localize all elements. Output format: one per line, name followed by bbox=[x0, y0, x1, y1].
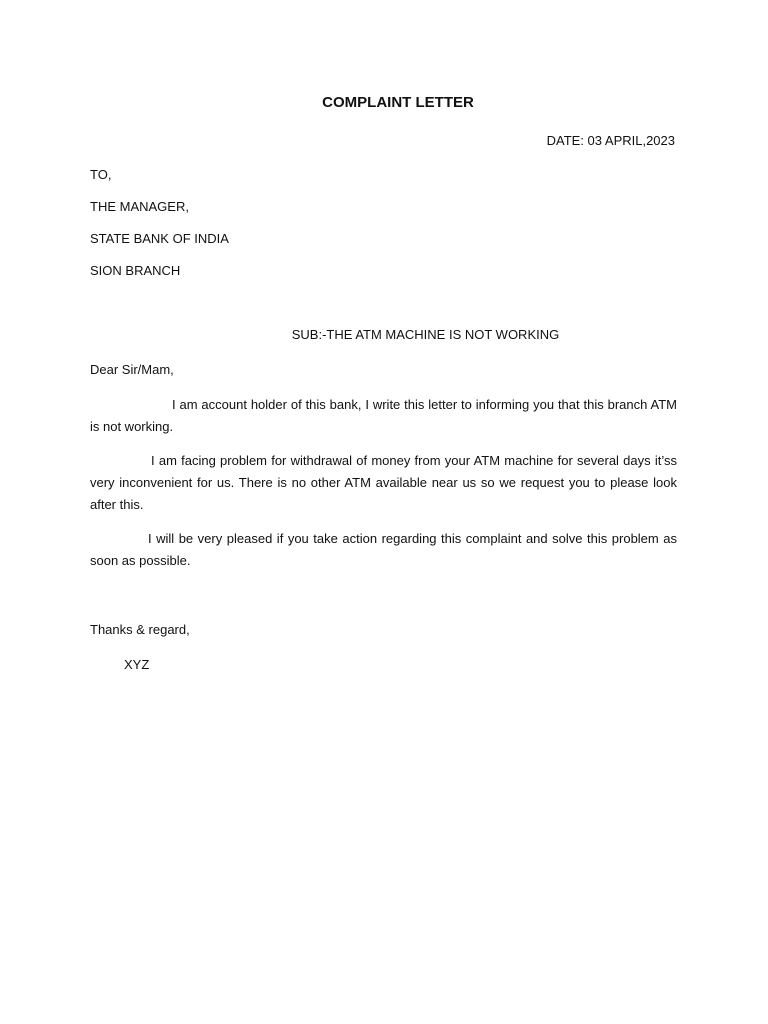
letter-subject: SUB:-THE ATM MACHINE IS NOT WORKING bbox=[291, 327, 560, 342]
address-to: TO, bbox=[90, 167, 112, 182]
address-branch: SION BRANCH bbox=[90, 263, 181, 278]
address-bank: STATE BANK OF INDIA bbox=[90, 231, 229, 246]
body-paragraph-1: I am account holder of this bank, I write this letter to informing you that this branch ATM is not working. bbox=[90, 397, 677, 434]
letter-closing: Thanks & regard, bbox=[90, 622, 190, 637]
body-paragraph-3: I will be very pleased if you take action regarding this complaint and solve this problem as soon as possible. bbox=[90, 531, 677, 568]
letter-date: DATE: 03 APRIL,2023 bbox=[546, 133, 675, 148]
body-paragraph-2: I am facing problem for withdrawal of money from your ATM machine for several days it’ss very inconvenient for us. There is no other ATM available near us so we request you to please look after this. bbox=[90, 453, 677, 512]
address-recipient: THE MANAGER, bbox=[90, 199, 189, 214]
letter-salutation: Dear Sir/Mam, bbox=[90, 362, 174, 377]
letter-title: COMPLAINT LETTER bbox=[322, 94, 474, 111]
letter-signature: XYZ bbox=[124, 657, 150, 672]
